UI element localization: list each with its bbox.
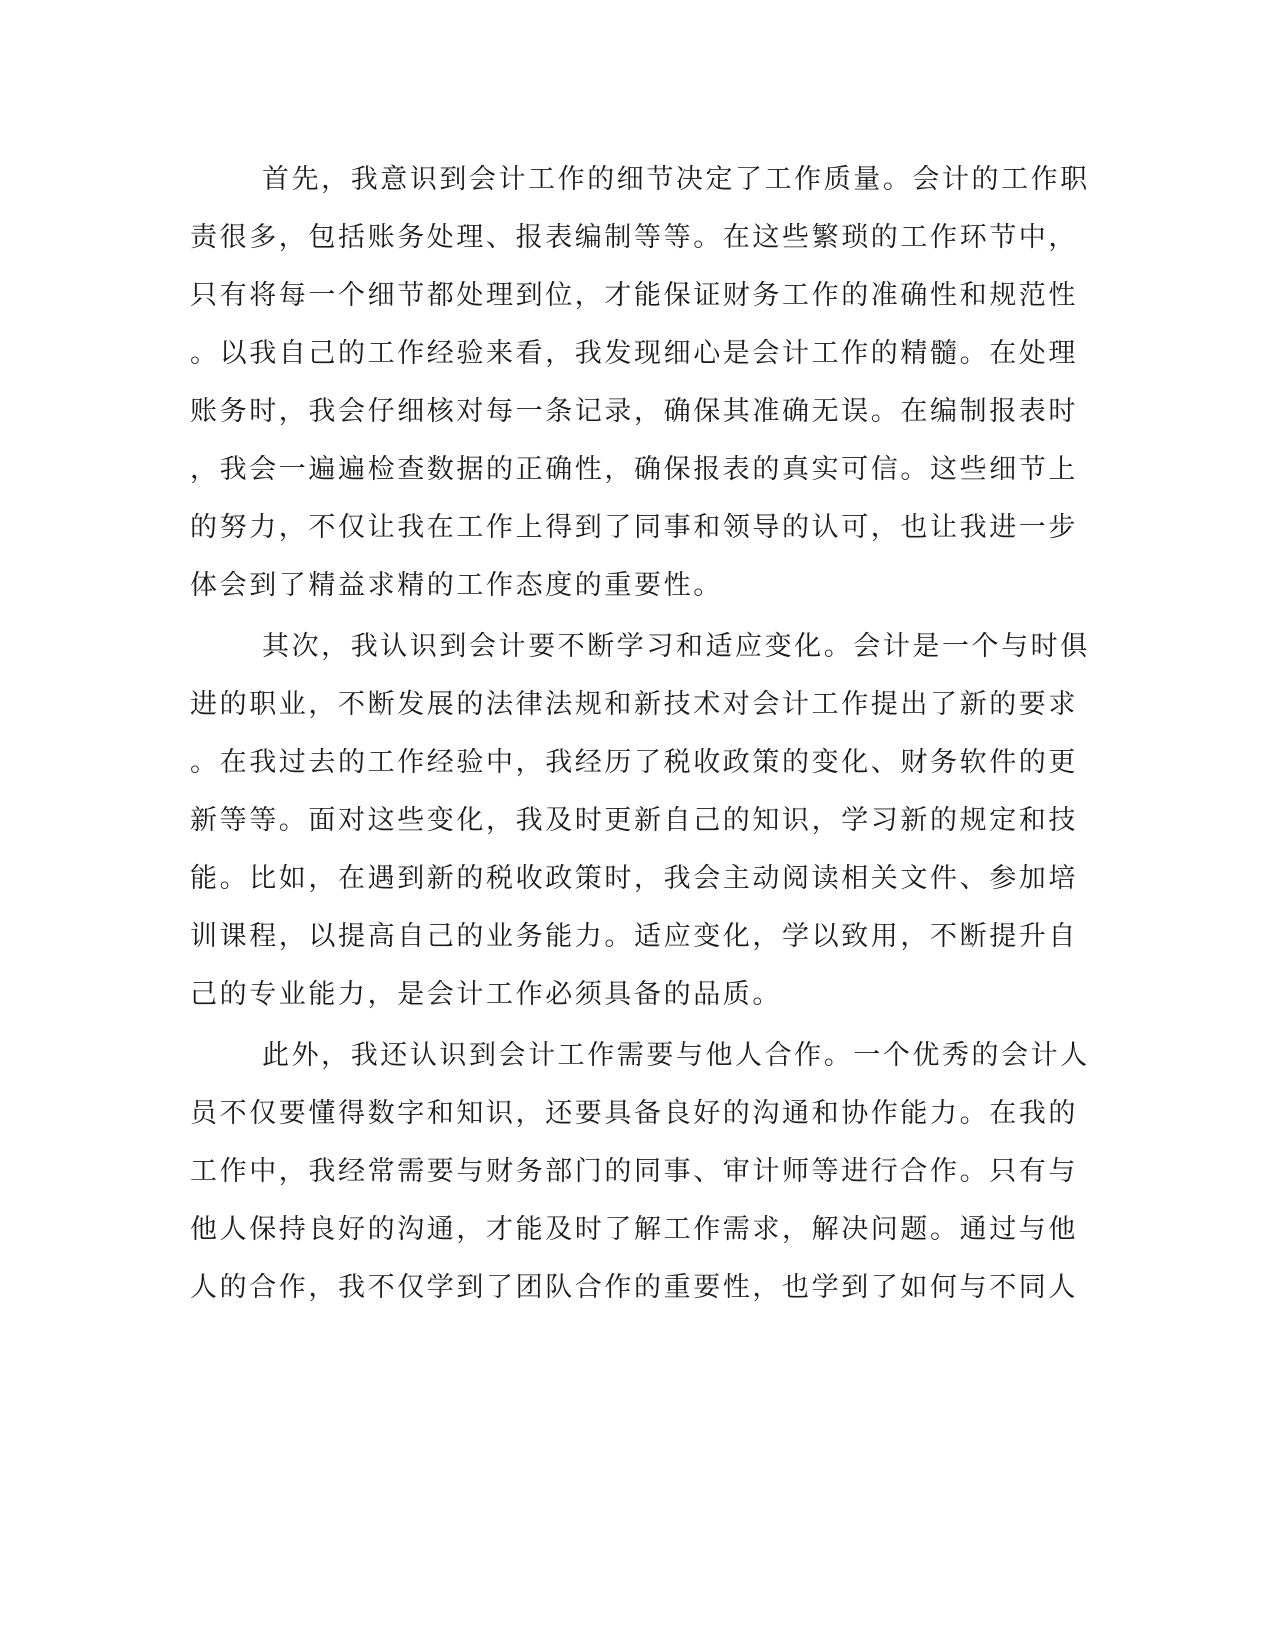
paragraph-1-line-7: 的努力，不仅让我在工作上得到了同事和领导的认可，也让我进一步	[190, 512, 1078, 543]
paragraph-2-line-7: 己的专业能力，是会计工作必须具备的品质。	[190, 979, 782, 1010]
paragraph-2-line-2: 进的职业，不断发展的法律法规和新技术对会计工作提出了新的要求	[190, 689, 1078, 720]
paragraph-3-line-4: 他人保持良好的沟通，才能及时了解工作需求，解决问题。通过与他	[190, 1214, 1078, 1245]
paragraph-2-line-6: 训课程，以提高自己的业务能力。适应变化，学以致用，不断提升自	[190, 921, 1078, 952]
paragraph-3-line-2: 员不仅要懂得数字和知识，还要具备良好的沟通和协作能力。在我的	[190, 1098, 1078, 1129]
paragraph-3-line-3: 工作中，我经常需要与财务部门的同事、审计师等进行合作。只有与	[190, 1156, 1078, 1187]
paragraph-2-line-5: 能。比如，在遇到新的税收政策时，我会主动阅读相关文件、参加培	[190, 863, 1078, 894]
paragraph-1-line-3: 只有将每一个细节都处理到位，才能保证财务工作的准确性和规范性	[190, 280, 1078, 311]
paragraph-2-line-1: 其次，我认识到会计要不断学习和适应变化。会计是一个与时俱	[262, 631, 1090, 662]
paragraph-1-line-5: 账务时，我会仔细核对每一条记录，确保其准确无误。在编制报表时	[190, 396, 1078, 427]
paragraph-2-line-3: 。在我过去的工作经验中，我经历了税收政策的变化、财务软件的更	[190, 747, 1078, 778]
paragraph-1-line-4: 。以我自己的工作经验来看，我发现细心是会计工作的精髓。在处理	[190, 338, 1078, 369]
paragraph-2-line-4: 新等等。面对这些变化，我及时更新自己的知识，学习新的规定和技	[190, 805, 1078, 836]
paragraph-1-line-1: 首先，我意识到会计工作的细节决定了工作质量。会计的工作职	[262, 164, 1090, 195]
paragraph-1-line-8: 体会到了精益求精的工作态度的重要性。	[190, 570, 723, 601]
paragraph-3-line-1: 此外，我还认识到会计工作需要与他人合作。一个优秀的会计人	[262, 1040, 1090, 1071]
paragraph-3-line-5: 人的合作，我不仅学到了团队合作的重要性，也学到了如何与不同人	[190, 1272, 1078, 1303]
paragraph-1-line-2: 责很多，包括账务处理、报表编制等等。在这些繁琐的工作环节中，	[190, 222, 1078, 253]
paragraph-1-line-6: ，我会一遍遍检查数据的正确性，确保报表的真实可信。这些细节上	[190, 454, 1078, 485]
